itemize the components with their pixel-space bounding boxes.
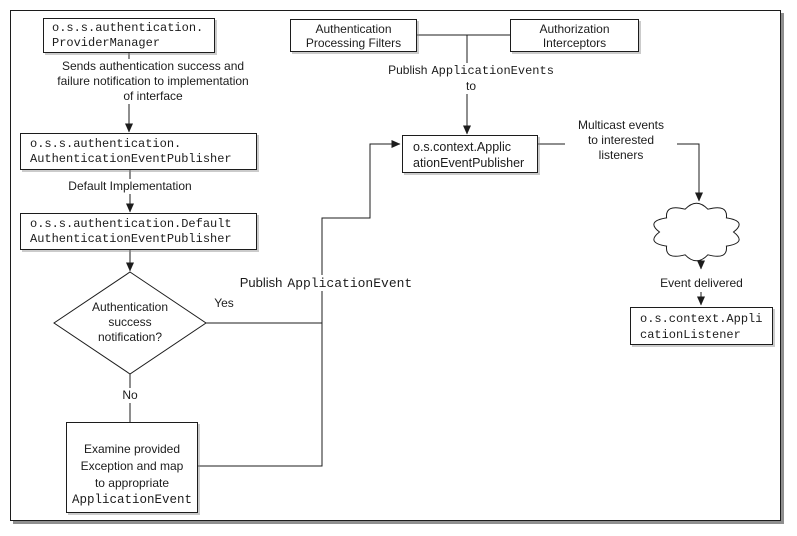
- note-line: failure notification to implementation: [57, 74, 249, 88]
- cloud-shape: [654, 203, 739, 261]
- label-code: ApplicationEvent: [287, 276, 413, 291]
- node-line: ationEventPublisher: [413, 156, 525, 170]
- node-line: Examine provided: [83, 442, 181, 456]
- node-line: o.s.context.Appli: [640, 312, 763, 326]
- node-code-line: ApplicationEvent: [71, 493, 193, 507]
- label-line: Multicast events: [577, 118, 665, 132]
- node-line: o.s.context.Applic: [413, 140, 511, 154]
- note-sends-notification: [33, 59, 273, 104]
- node-line: AuthenticationEventPublisher: [30, 232, 232, 246]
- label-prefix: Publish: [239, 275, 283, 290]
- decision-line: success: [108, 315, 152, 329]
- node-line: o.s.s.authentication.: [30, 137, 182, 151]
- note-line: of interface: [123, 89, 183, 103]
- label-line: [383, 63, 559, 79]
- node-line: Exception and map: [80, 459, 184, 473]
- node-line: to appropriate: [94, 476, 170, 490]
- node-default-authentication-event-publisher: [20, 213, 257, 250]
- label-code: ApplicationEvents: [431, 64, 554, 78]
- node-authentication-processing-filters: [290, 19, 417, 52]
- decision-line: notification?: [97, 330, 163, 344]
- node-line: Authorization: [539, 22, 610, 36]
- decision-text: [72, 300, 188, 345]
- node-line: o.s.s.authentication.Default: [30, 217, 232, 231]
- node-line: AuthenticationEventPublisher: [30, 152, 232, 166]
- node-application-listener: [630, 307, 773, 345]
- node-line: o.s.s.authentication.: [52, 21, 204, 35]
- node-line: cationListener: [640, 328, 741, 342]
- note-line: Sends authentication success and: [61, 59, 245, 73]
- label-default-implementation: Default Implementation: [62, 179, 198, 194]
- node-line: Processing Filters: [305, 36, 402, 50]
- label-no: No: [113, 388, 147, 403]
- label-to: to: [465, 79, 476, 93]
- node-line: ProviderManager: [52, 36, 161, 50]
- node-authentication-event-publisher: [20, 133, 257, 170]
- label-line: listeners: [598, 148, 644, 162]
- label-publish-application-event: [231, 275, 421, 291]
- label-publish-application-events-to: [383, 63, 559, 94]
- label-prefix: Publish: [388, 63, 428, 77]
- label-yes: Yes: [214, 296, 234, 310]
- node-application-event-publisher: [402, 135, 538, 173]
- node-provider-manager: [43, 18, 215, 53]
- node-line: Authentication: [315, 22, 392, 36]
- node-examine-exception: [66, 422, 198, 513]
- label-multicast-events: [565, 118, 677, 163]
- label-line: to interested: [587, 133, 655, 147]
- node-authorization-interceptors: [510, 19, 639, 52]
- decision-line: Authentication: [91, 300, 169, 314]
- node-line: Interceptors: [542, 36, 607, 50]
- label-event-delivered: Event delivered: [649, 276, 754, 291]
